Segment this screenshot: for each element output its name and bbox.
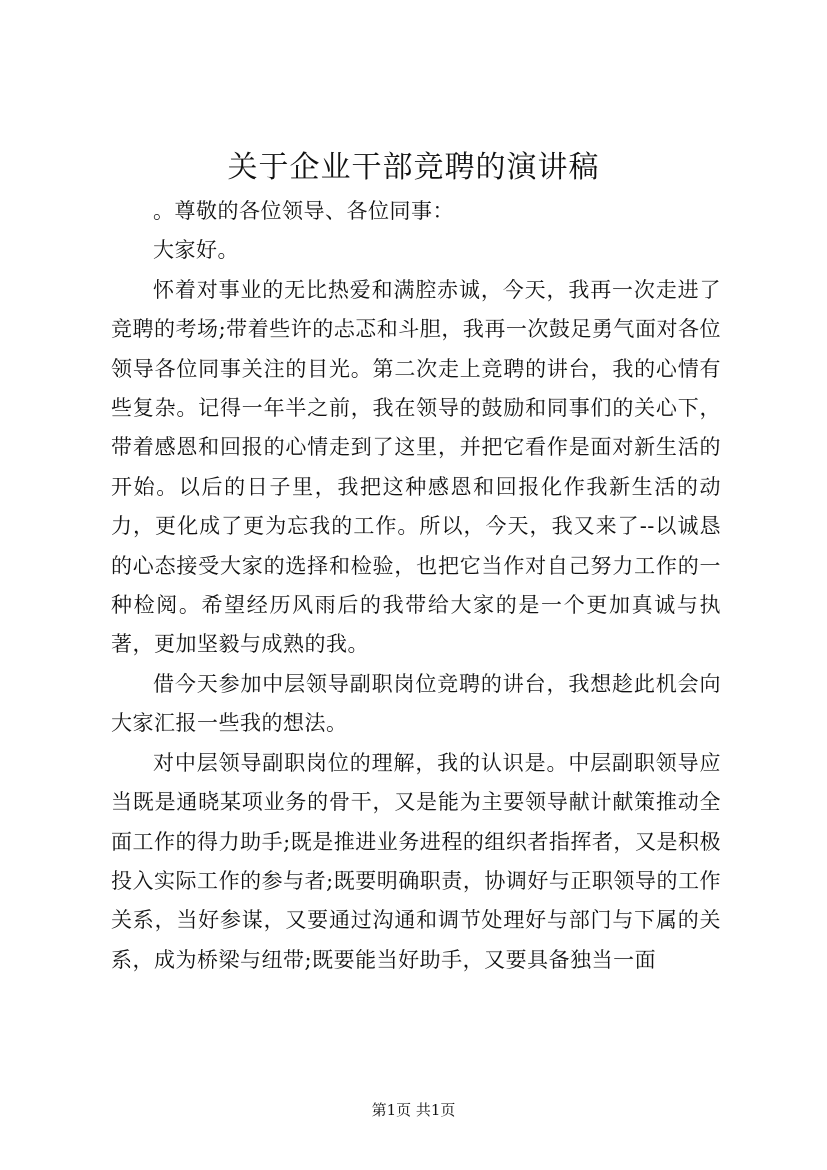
document-title: 关于企业干部竞聘的演讲稿 bbox=[227, 150, 600, 185]
paragraph-intro: 怀着对事业的无比热爱和满腔赤诚，今天，我再一次走进了竞聘的考场;带着些许的忐忑和斗胆，我再一次鼓足勇气面对各位领导各位同事关注的目光。第二次走上竞聘的讲台，我的心情有些复杂。记得一年半之前，我在领导的鼓励和同事们的关心下，带着感恩和回报的心情走到了这里，并把它看作是面对新生活的开始。以后的日子里，我把这种感恩和回报化作我新生活的动力，更化成了更为忘我的工作。所以，今天，我又来了--以诚恳的心态接受大家的选择和检验，也把它当作对自己努力工作的一种检阅。希望经历风雨后的我带给大家的是一个更加真诚与执著，更加坚毅与成熟的我。 bbox=[111, 277, 721, 657]
page-footer: 第1页 共1页 bbox=[371, 1101, 456, 1119]
document-body bbox=[111, 192, 721, 980]
paragraph-salutation: 。尊敬的各位领导、各位同事： bbox=[153, 199, 454, 223]
paragraph-purpose: 借今天参加中层领导副职岗位竞聘的讲台，我想趁此机会向大家汇报一些我的想法。 bbox=[111, 671, 721, 736]
paragraph-greeting: 大家好。 bbox=[153, 238, 239, 263]
paragraph-understanding: 对中层领导副职岗位的理解，我的认识是。中层副职领导应当既是通晓某项业务的骨干，又是能为主要领导献计献策推动全面工作的得力助手;既是推进业务进程的组织者指挥者，又是积极投入实际工作的参与者;既要明确职责，协调好与正职领导的工作关系，当好参谋，又要通过沟通和调节处理好与部门与下属的关系，成为桥梁与纽带;既要能当好助手，又要具备独当一面 bbox=[111, 750, 721, 972]
